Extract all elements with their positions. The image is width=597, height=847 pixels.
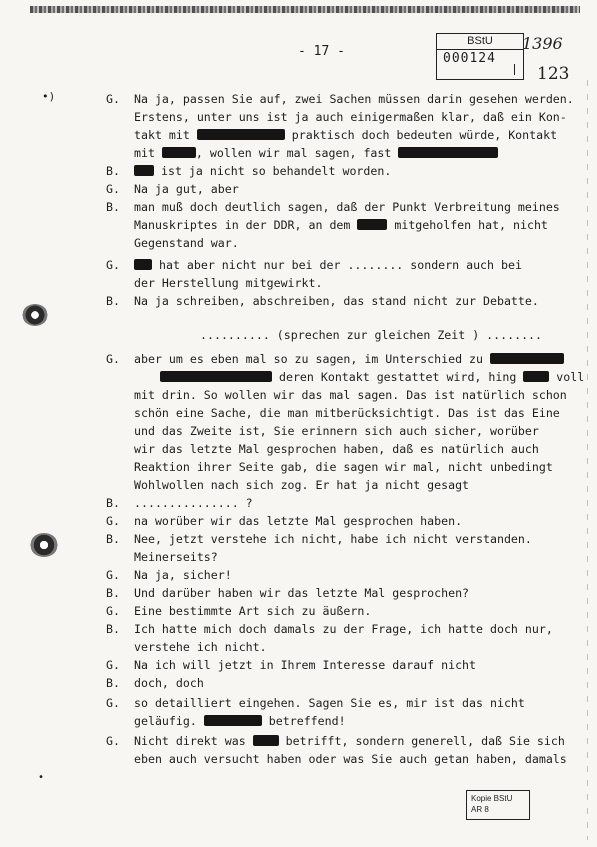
line-text: mit , wollen wir mal sagen, fast bbox=[134, 144, 498, 162]
redaction-bar bbox=[398, 147, 498, 158]
copy-stamp bbox=[466, 790, 530, 820]
margin-dot-icon: • bbox=[38, 772, 45, 783]
archive-stamp bbox=[436, 33, 524, 80]
punch-hole-icon bbox=[30, 533, 58, 557]
speaker-label: G. bbox=[106, 352, 120, 366]
redaction-bar bbox=[134, 259, 152, 270]
redaction-bar bbox=[523, 371, 549, 382]
line-text: Wohlwollen nach sich zog. Er hat ja nicht gesagt bbox=[134, 478, 470, 492]
line-text: eben auch versucht haben oder was Sie auch getan haben, damals bbox=[134, 752, 567, 766]
line-text: Und darüber haben wir das letzte Mal gesprochen? bbox=[134, 586, 470, 600]
scan-top-band bbox=[30, 6, 580, 13]
line-text: wir das letzte Mal gesprochen haben, daß es natürlich auch bbox=[134, 442, 539, 456]
line-text: Na ja gut, aber bbox=[134, 182, 239, 196]
redaction-bar bbox=[197, 129, 285, 140]
stamp-archive-label: BStU bbox=[437, 34, 523, 50]
line-text: man muß doch deutlich sagen, daß der Punkt Verbreitung meines bbox=[134, 200, 560, 214]
speaker-label: B. bbox=[106, 532, 120, 546]
line-text: aber um es eben mal so zu sagen, im Unterschied zu bbox=[134, 350, 564, 368]
margin-mark: •) bbox=[42, 90, 56, 103]
line-text: verstehe ich nicht. bbox=[134, 640, 267, 654]
line-text: Manuskriptes in der DDR, an dem mitgeholfen hat, nicht bbox=[134, 218, 548, 232]
line-text: Gegenstand war. bbox=[134, 236, 239, 250]
speaker-label: B. bbox=[106, 200, 120, 214]
speaker-label: G. bbox=[106, 92, 120, 106]
line-text: Na ich will jetzt in Ihrem Interesse darauf nicht bbox=[134, 658, 477, 672]
line-text: und das Zweite ist, Sie erinnern sich auch sicher, worüber bbox=[134, 424, 539, 438]
copy-stamp-line1: Kopie BStU bbox=[471, 794, 513, 803]
stamp-number: 000124 bbox=[443, 51, 496, 66]
line-text: doch, doch bbox=[134, 676, 204, 690]
line-text: ............... ? bbox=[134, 496, 253, 510]
line-text: schön eine Sache, die man mitberücksichtigt. Das ist das Eine bbox=[134, 406, 560, 420]
line-text: so detailliert eingehen. Sagen Sie es, mir ist das nicht bbox=[134, 696, 525, 710]
speaker-label: G. bbox=[106, 258, 120, 272]
speaker-label: G. bbox=[106, 658, 120, 672]
line-text: Reaktion ihrer Seite gab, die sagen wir mal, nicht unbedingt bbox=[134, 460, 553, 474]
line-text: mit drin. So wollen wir das mal sagen. Das ist natürlich schon bbox=[134, 388, 567, 402]
line-text: geläufig. betreffend! bbox=[134, 714, 346, 728]
line-text: na worüber wir das letzte Mal gesprochen haben. bbox=[134, 514, 463, 528]
punch-hole-icon bbox=[22, 304, 48, 326]
speaker-label: G. bbox=[106, 568, 120, 582]
speaker-label: B. bbox=[106, 164, 120, 178]
scan-right-edge bbox=[587, 80, 588, 840]
speaker-label: G. bbox=[106, 182, 120, 196]
line-text: Nicht direkt was betrifft, sondern generell, daß Sie sich bbox=[134, 734, 565, 748]
line-text: Meinerseits? bbox=[134, 550, 218, 564]
line-text: Nee, jetzt verstehe ich nicht, habe ich nicht verstanden. bbox=[134, 532, 532, 546]
redaction-bar bbox=[160, 371, 272, 382]
speaker-label: G. bbox=[106, 604, 120, 618]
line-text: .......... (sprechen zur gleichen Zeit ) ........ bbox=[200, 328, 543, 342]
handwritten-number-top: 1396 bbox=[522, 34, 563, 53]
stamp-tick bbox=[514, 64, 515, 75]
speaker-label: B. bbox=[106, 294, 120, 308]
page-number: - 17 - bbox=[298, 44, 345, 59]
redaction-bar bbox=[490, 353, 564, 364]
line-text: Na ja, passen Sie auf, zwei Sachen müssen darin gesehen werden. bbox=[134, 92, 574, 106]
redaction-bar bbox=[162, 147, 196, 158]
speaker-label: G. bbox=[106, 696, 120, 710]
speaker-label: B. bbox=[106, 622, 120, 636]
speaker-label: B. bbox=[106, 586, 120, 600]
speaker-label: B. bbox=[106, 496, 120, 510]
handwritten-number-bottom: 123 bbox=[537, 64, 570, 84]
redaction-bar bbox=[253, 735, 279, 746]
redaction-bar bbox=[204, 715, 262, 726]
line-text: deren Kontakt gestattet wird, hing voll bbox=[160, 368, 584, 386]
speaker-label: G. bbox=[106, 514, 120, 528]
speaker-label: B. bbox=[106, 676, 120, 690]
redaction-bar bbox=[357, 219, 387, 230]
line-text: Eine bestimmte Art sich zu äußern. bbox=[134, 604, 372, 618]
line-text: Na ja, sicher! bbox=[134, 568, 232, 582]
line-text: Erstens, unter uns ist ja auch einigermaßen klar, daß ein Kon- bbox=[134, 110, 567, 124]
speaker-label: G. bbox=[106, 734, 120, 748]
line-text: ist ja nicht so behandelt worden. bbox=[134, 162, 391, 180]
line-text: takt mit praktisch doch bedeuten würde, Kontakt bbox=[134, 128, 558, 142]
redaction-bar bbox=[134, 165, 154, 176]
copy-stamp-line2: AR 8 bbox=[471, 805, 489, 814]
line-text: Na ja schreiben, abschreiben, das stand nicht zur Debatte. bbox=[134, 294, 539, 308]
line-text: Ich hatte mich doch damals zu der Frage, ich hatte doch nur, bbox=[134, 622, 553, 636]
line-text: der Herstellung mitgewirkt. bbox=[134, 276, 323, 290]
line-text: hat aber nicht nur bei der ........ sondern auch bei bbox=[134, 256, 522, 274]
